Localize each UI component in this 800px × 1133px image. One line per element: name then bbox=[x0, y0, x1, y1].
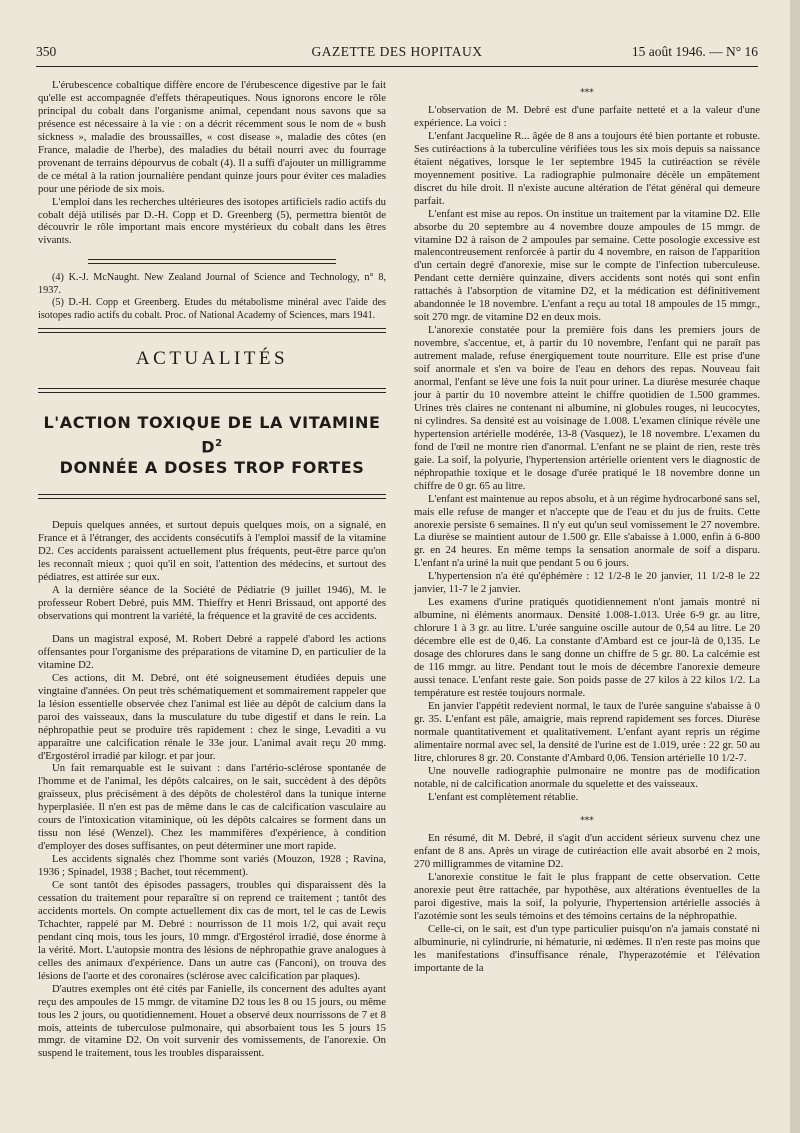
paragraph: A la dernière séance de la Société de Pédiatrie (9 juillet 1946), M. le professeur Robert Debré, puis MM. Thieffry et Henri Brissaud, ont apporté des observations qui montrent la variété, la fréquence et la gravité de ces accidents. bbox=[38, 584, 386, 622]
paragraph: L'anorexie constatée pour la première fois dans les premiers jours de novembre, s'accentue, et, à partir du 10 novembre, l'enfant qui ne paraît pas autrement malade, refuse énergiquement toute nourriture. Elle est prise d'une soif anormale et s'en va boire de l'eau en dehors des repas. Nouveau fait anormal, l'enfant se lève une fois la nuit pour uriner. La diurèse mesurée chaque jour à partir du 10 novembre atteint le chiffre quotidien de 1.500 grammes. Urines très claires ne contenant ni albumine, ni globules rouges, ni leucocytes, ni cylindres. Sa densité est au voisinage de 1.008. L'examen clinique révèle une hypertension artérielle modérée, 13-8 (Vasquez), le 18 novembre. L'examen du fond de l'œil ne montre rien d'anormal. L'enfant ne se plaint de rien, reste très gaie. La soif, la polyurie, l'hypertension artérielle orientent vers le diagnostic de néphropathie toxique et le dosage d'urée pratiqué le 18 novembre donne un chiffre de 0 gr. 65 au litre. bbox=[414, 324, 760, 492]
header-rule bbox=[36, 66, 758, 67]
footnote-separator bbox=[88, 259, 336, 264]
journal-title: GAZETTE DES HOPITAUX bbox=[311, 44, 483, 59]
paragraph: L'enfant est complètement rétablie. bbox=[428, 790, 579, 803]
paragraph: Celle-ci, on le sait, est d'un type particulier puisqu'on n'a jamais constaté ni albuminurie, ni cylindrurie, ni hématurie, ni œdèmes. Il n'en reste pas moins que les manifestations d'insuffisance rénale, l'hyperazotémie et l'élévation importante de la bbox=[414, 923, 760, 974]
paragraph: Ce sont tantôt des épisodes passagers, troubles qui disparaissent dès la cessation du traitement pour reparaître si on reprend ce traitement ; tantôt des accidents mortels. On compte actuellement dix cas de mort, tel le cas de Lewis Tchachter, rappelé par M. Debré : nourrisson de 11 mois 1/2, qui avait reçu pendant cinq mois, tous les jours, 10 mmgr. d'Ergostérol irradié, dose énorme à la vérité. Mort. L'autopsie montra des lésions de néphropathie grave analogues à celles des animaux d'expérience. Dans un autre cas (Fanconi), on trouva des lésions de l'aorte et des coronaires (sclérose avec calcification par plaques). bbox=[38, 879, 386, 982]
article-title-line2: DONNÉE A DOSES TROP FORTES bbox=[59, 458, 365, 478]
paragraph: L'enfant est mise au repos. On institue un traitement par la vitamine D2. Elle absorbe du 20 septembre au 4 novembre douze ampoules de 15 mmgr. de vitamine D2 à raison de 2 ampoules par semaine. Cette posologie excessive est malencontreusement renforcée à partir du 4 novembre, en raison de l'apparition d'un certain degré d'anorexie, mise sur le compte de l'infection tuberculeuse. Pendant cette dernière quinzaine, divers accidents sont notés qui sont enfin rattachés à l'absorption de vitamine D2, et la médication est définitivement abandonnée le 18 novembre. L'enfant a reçu au total 18 ampoules de 15 mmgr., soit 270 mgr. de vitamine D2 en deux mois. bbox=[414, 207, 760, 324]
paragraph: D'autres exemples ont été cités par Fanielle, ils concernent des adultes ayant reçu des ampoules de 15 mmgr. de vitamine D2 tous les 8 ou 15 jours, ou même tous les 2 jours, ou quotidiennement. Houet a observé deux nourrissons de 7 et 8 mois, atteints de tuberculose pulmonaire, qui absorbaient tous les 5 jours 15 mmgr. de vitamine D2. On voit survenir des vomissements, de l'anorexie. On suspend le traitement, tous les troubles disparaissent. bbox=[38, 982, 386, 1060]
paragraph: Les examens d'urine pratiqués quotidiennement n'ont jamais montré ni albumine, ni éléments anormaux. Densité 1.008-1.013. Urée 6-9 gr. au litre, chlorure 1 à 3 gr. au litre. L'urée sanguine oscille autour de 0,54 au litre. Le 20 décembre elle est de 0,46. La constante d'Ambard est ce jour-là de 0,135. Le dosage des chlorures dans le sang donne un chiffre de 5 gr. 80. La calcémie est de 116 mmgr. au litre. Pendant tout le mois de décembre l'anorexie demeure aussi tenace. L'enfant reste gaie. Son poids passe de 27 kilos à 22 kilos 1/2. La température est restée toujours normale. bbox=[414, 596, 760, 699]
paragraph: En janvier l'appétit redevient normal, le taux de l'urée sanguine s'abaisse à 0 gr. 35. L'enfant est pâle, amaigrie, mais reprend rapidement ses forces. Diurèse normale quantitativement et qualitativement. L'enfant ayant repris un régime alimentaire normal avec sel, la densité de l'urine est de 1.019, urée : 22 gr. 50 au litre, chlorures 8 gr. 20. Constante d'Ambard 0,06. Tension artérielle 10 1/2-7. bbox=[414, 699, 760, 764]
paragraph: Dans un magistral exposé, M. Robert Debré a rappelé d'abord les actions offensantes pour l'organisme des préparations de vitamine D, en particulier de la vitamine D2. bbox=[38, 632, 386, 671]
issue-date: 15 août 1946. — N° 16 bbox=[631, 44, 758, 59]
article-rule bbox=[38, 494, 386, 499]
section-title: ACTUALITÉS bbox=[135, 348, 289, 370]
right-column bbox=[414, 83, 760, 975]
footnote-5: (5) D.-H. Copp et Greenberg. Etudes du métabolisme minéral avec l'aide des isotopes radio actifs du cobalt. Proc. of National Academy of Sciences, mars 1941. bbox=[38, 297, 386, 321]
paragraph: En résumé, dit M. Debré, il s'agit d'un accident sérieux survenu chez une enfant de 8 ans. Après un virage de cutiréaction elle avait absorbé en 2 mois, 270 milligrammes de vitamine D2. bbox=[414, 832, 760, 871]
section-stars: ⁎⁎⁎ bbox=[580, 812, 594, 823]
section-stars: ⁎⁎⁎ bbox=[580, 84, 594, 94]
article-title-line1: L'ACTION TOXIQUE DE LA VITAMINE D bbox=[43, 412, 381, 457]
left-column bbox=[38, 79, 386, 1060]
page-edge bbox=[790, 0, 800, 1133]
paragraph: Les accidents signalés chez l'homme sont variés (Mouzon, 1928 ; Ravina, 1936 ; Spinadel, 1938 ; Bachet, tout récemment). bbox=[38, 853, 386, 879]
article-title bbox=[38, 412, 386, 478]
section-rule bbox=[38, 328, 386, 333]
paragraph: Une nouvelle radiographie pulmonaire ne montre pas de modification notable, ni de calcification anormale du squelette et des vaisseaux. bbox=[414, 764, 760, 790]
paragraph: L'emploi dans les recherches ultérieures des isotopes artificiels radio actifs du cobalt déjà utilisés par D.-H. Copp et D. Greenberg (5), permettra bientôt de découvrir le rôle important mais encore mystérieux du cobalt dans les êtres vivants. bbox=[38, 195, 386, 247]
footnote-4: (4) K.-J. McNaught. New Zealand Journal of Science and Technology, n° 8, 1937. bbox=[38, 272, 386, 296]
page-number: 350 bbox=[36, 44, 57, 59]
section-rule bbox=[38, 388, 386, 393]
paragraph: L'observation de M. Debré est d'une parfaite netteté et a la valeur d'une expérience. La voici : bbox=[414, 104, 760, 129]
article-title-sup: 2 bbox=[215, 437, 223, 449]
paragraph: L'enfant est maintenue au repos absolu, et à un régime hydrocarboné sans sel, mais elle refuse de manger et n'accepte que de l'eau et du jus de fruits. Cette anorexie persiste 6 semaines. Il n'y eut qu'un seul vomissement le 27 novembre. La diurèse se maintient autour de 1.500 gr. Elle s'abaisse à 1.000, enfin à 6-800 gr. en 24 heures. En même temps la sensation anormale de soif a disparu. L'enfant n'a uriné la nuit que pendant 5 ou 6 jours. bbox=[414, 492, 760, 570]
paragraph: Depuis quelques années, et surtout depuis quelques mois, on a signalé, en France et à l'étranger, des accidents consécutifs à l'emploi massif de la vitamine D2. Ces accidents paraissent actuellement plus fréquents, peut-être parce qu'on les reconnaît mieux ; quoi qu'il en soit, l'attention des médecins, et surtout des pédiatres, est attirée sur eux. bbox=[38, 519, 386, 584]
paragraph: L'anorexie constitue le fait le plus frappant de cette observation. Cette anorexie peut être rattachée, par hypothèse, aux altérations éventuelles de la paroi digestive, mais la soif, la polyurie, l'hypertension artérielle associés à l'azotémie sont les seuls témoins et des témoins certains de la néphropathie. bbox=[414, 871, 760, 923]
paragraph: Ces actions, dit M. Debré, ont été soigneusement étudiées depuis une vingtaine d'années. On peut très schématiquement et sommairement rappeler que la lésion essentielle observée chez l'animal est liée au dépôt de calcium dans la paroi des vaisseaux, dans la musculature du tube digestif et dans le rein. La néphropathie peut se produire très rapidement : chez le singe, Levaditi a vu apparaître une calcification rénale le 33e jour. L'animal avait reçu 20 mmg. d'Ergostérol irradié par kilogr. et par jour. bbox=[38, 671, 386, 762]
paragraph: Un fait remarquable est le suivant : dans l'artério-sclérose spontanée de l'homme et de l'animal, les dépôts calcaires, on le sait, succèdent à des dépôts graisseux, plus précisément à des dépôts de cholestérol dans la tunique interne hyperplasiée. Il n'en est pas de même dans le cas de calcification vasculaire au cours de l'intoxication vitaminique, où les dépôts calcaires se forment dans un tissu non lésé (Wenzel). Chez les mammifères d'expérience, à condition d'employer des doses suffisantes, on peut déterminer une mort rapide. bbox=[38, 762, 386, 853]
paragraph: L'érubescence cobaltique diffère encore de l'érubescence digestive par le fait qu'elle est accompagnée d'effets thérapeutiques. Nous ignorons encore le rôle principal du cobalt dans l'organisme animal, cependant nous savons que sa présence est nécessaire à la vie : on a décrit récemment sous le nom de « bush sickness », maladie des broussailles, « cost disease », maladie des côtes (en France, maladie de l'herbe), des maladies du bétail nourri avec du fourrage provenant de terrains dépourvus de cobalt (4). Il a suffi d'ajouter un milligramme de ce métal à la ration journalière pendant quinze jours pour éviter ces maladies pour une période de six mois. bbox=[38, 79, 386, 195]
paragraph: L'enfant Jacqueline R... âgée de 8 ans a toujours été bien portante et robuste. Ses cutiréactions à la tuberculine vérifiées tous les six mois depuis sa naissance étaient négatives, lorsque le 1er septembre 1945 la cutiréaction se révèle moyennement positive. La radiographie pulmonaire décèle un empâtement discret du hile droit. Il n'existe aucune altération de l'état général qui demeure parfait. bbox=[414, 129, 760, 207]
running-header bbox=[36, 44, 758, 66]
paragraph: L'hypertension n'a été qu'éphémère : 12 1/2-8 le 20 janvier, 11 1/2-8 le 22 janvier, 11-7 le 2 janvier. bbox=[414, 570, 760, 596]
